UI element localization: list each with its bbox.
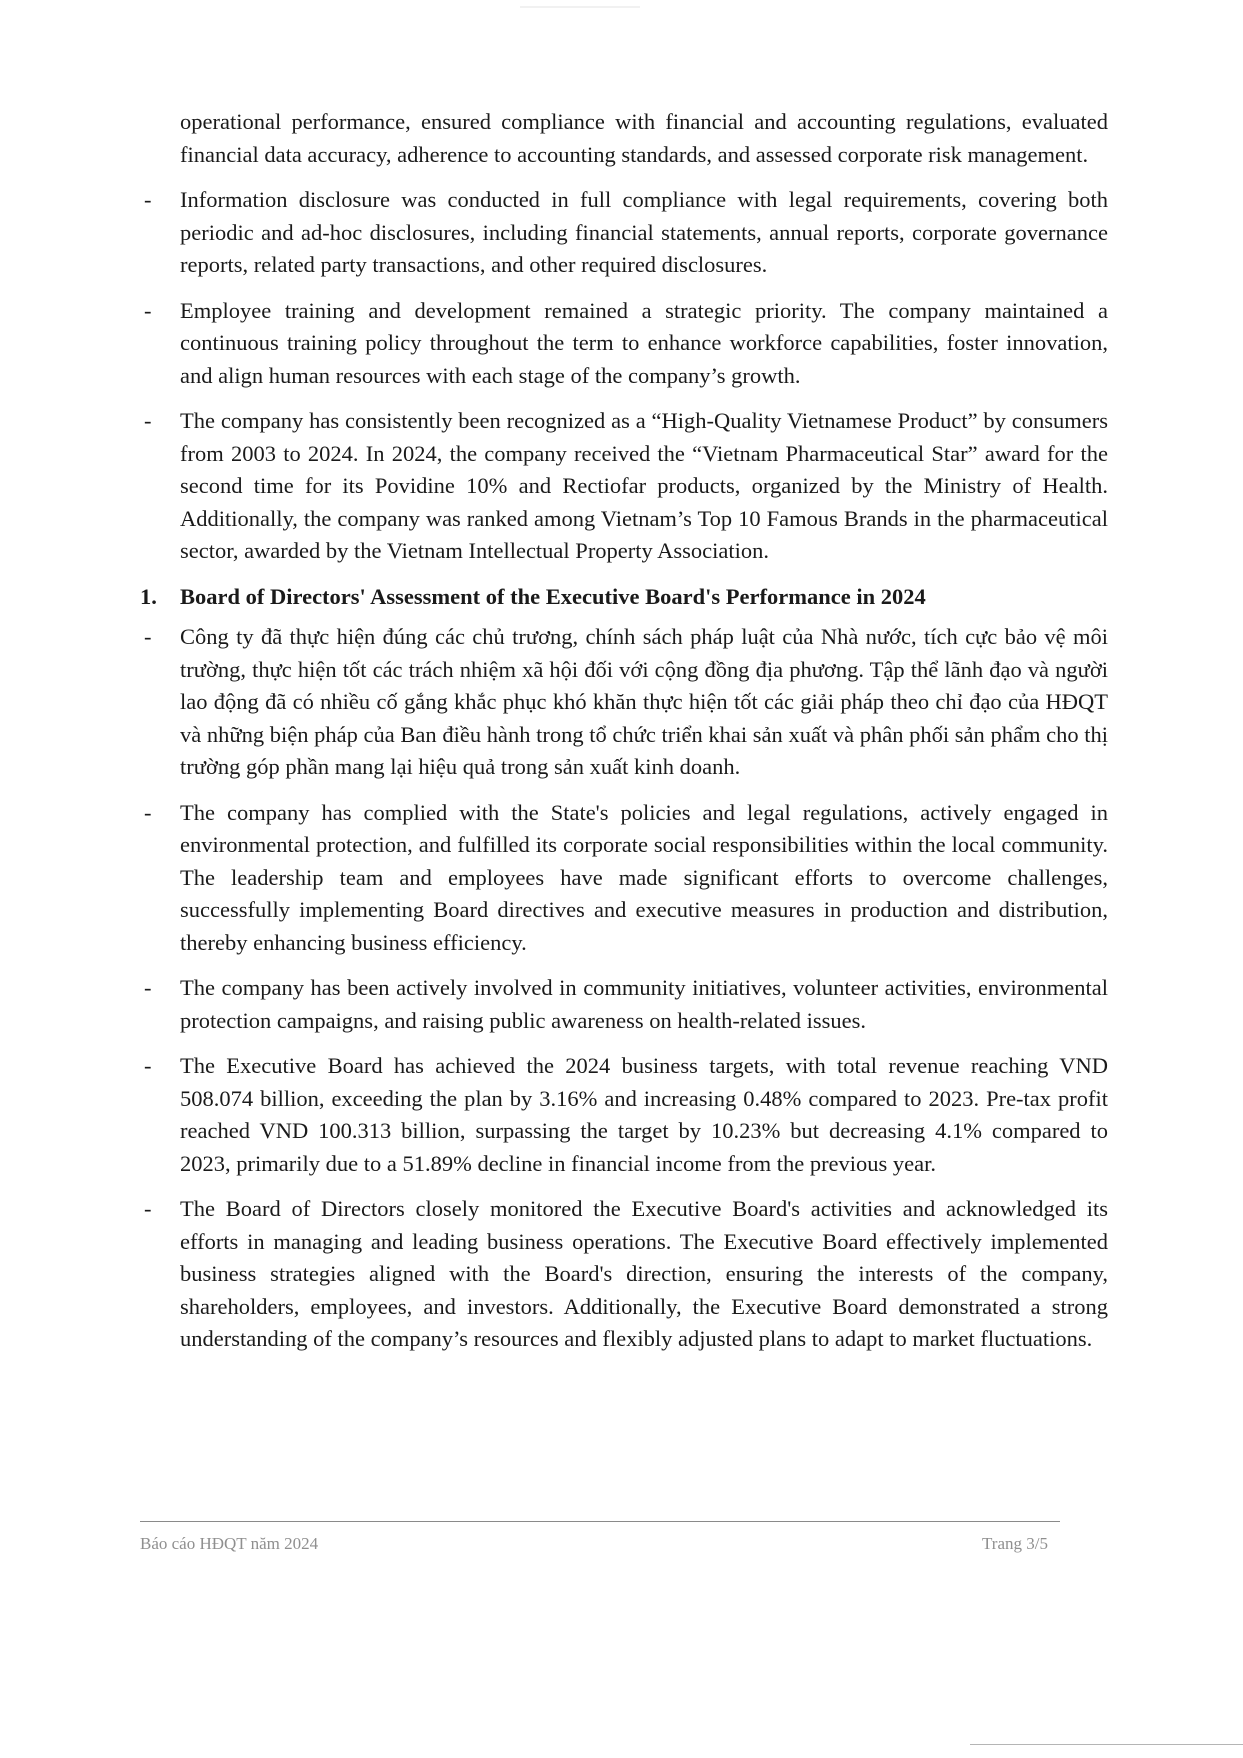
list-item-text: The company has complied with the State's policies and legal regulations, actively engaged in environmental protection, and fulfilled its corporate social responsibilities within the local community. The leadership team and employees have made significant efforts to overcome challenges, successfully implementing Board directives and executive measures in production and distribution, thereby enhancing business efficiency. [180, 799, 1108, 955]
footer-divider [140, 1521, 1060, 1522]
bullet-dash: - [144, 975, 152, 1000]
list-item-text: Employee training and development remained a strategic priority. The company maintained a continuous training policy throughout the term to enhance workforce capabilities, foster innovation, and align human resources with each stage of the company’s growth. [180, 297, 1108, 388]
list-item [140, 1193, 1108, 1356]
bullet-dash: - [144, 408, 152, 433]
footer-page-number: Trang 3/5 [982, 1534, 1048, 1553]
bullet-dash: - [144, 1196, 152, 1221]
section-title: Board of Directors' Assessment of the Executive Board's Performance in 2024 [180, 583, 926, 609]
bullet-dash: - [144, 624, 152, 649]
scan-edge-line [970, 1744, 1243, 1745]
scan-artifact [520, 6, 640, 18]
list-item-text: The Executive Board has achieved the 2024 business targets, with total revenue reaching VND 508.074 billion, exceeding the plan by 3.16% and increasing 0.48% compared to 2023. Pre-tax profit reached VND 100.313 billion, surpassing the target by 10.23% but decreasing 4.1% compared to 2023, primarily due to a 51.89% decline in financial income from the previous year. [180, 1053, 1108, 1176]
footer-report-title: Báo cáo HĐQT năm 2024 [140, 1534, 319, 1553]
section-heading [140, 581, 1108, 614]
list-item [140, 184, 1108, 282]
list-item [140, 405, 1108, 568]
list-item-text: The Board of Directors closely monitored the Executive Board's activities and acknowledged its efforts in managing and leading business operations. The Executive Board effectively implemented business strategies aligned with the Board's direction, ensuring the interests of the company, shareholders, employees, and investors. Additionally, the Executive Board demonstrated a strong understanding of the company’s resources and flexibly adjusted plans to adapt to market fluctuations. [180, 1196, 1108, 1351]
bullet-dash: - [144, 187, 152, 212]
bullet-dash: - [144, 1053, 152, 1078]
list-item-text: Information disclosure was conducted in full compliance with legal requirements, covering both periodic and ad-hoc disclosures, including financial statements, annual reports, corporate governance reports, related party transactions, and other required disclosures. [180, 187, 1108, 277]
section-number: 1. [140, 583, 157, 609]
list-item [140, 621, 1108, 784]
bullet-dash: - [144, 297, 152, 323]
list-item [140, 295, 1108, 393]
list-item [140, 797, 1108, 960]
list-item [140, 972, 1108, 1037]
list-item-text: The company has been actively involved in community initiatives, volunteer activities, environmental protection campaigns, and raising public awareness on health-related issues. [180, 975, 1108, 1033]
list-item-text: Công ty đã thực hiện đúng các chủ trương, chính sách pháp luật của Nhà nước, tích cực bảo vệ môi trường, thực hiện tốt các trách nhiệm xã hội đối với cộng đồng địa phương. Tập thể lãnh đạo và người lao động đã có nhiều cố gắng khắc phục khó khăn thực hiện tốt các giải pháp theo chỉ đạo của HĐQT và những biện pháp của Ban điều hành trong tổ chức triển khai sản xuất và phân phối sản phẩm cho thị trường góp phần mang lại hiệu quả trong sản xuất kinh doanh. [180, 624, 1108, 779]
document-body [140, 106, 1108, 1369]
list-item [140, 1050, 1108, 1180]
intro-continuation-paragraph: operational performance, ensured compliance with financial and accounting regulations, evaluated financial data accuracy, adherence to accounting standards, and assessed corporate risk management. [180, 109, 1108, 167]
bullet-dash: - [144, 799, 152, 825]
list-item-text: The company has consistently been recognized as a “High-Quality Vietnamese Product” by consumers from 2003 to 2024. In 2024, the company received the “Vietnam Pharmaceutical Star” award for the second time for its Povidine 10% and Rectiofar products, organized by the Ministry of Health. Additionally, the company was ranked among Vietnam’s Top 10 Famous Brands in the pharmaceutical sector, awarded by the Vietnam Intellectual Property Association. [180, 408, 1108, 563]
